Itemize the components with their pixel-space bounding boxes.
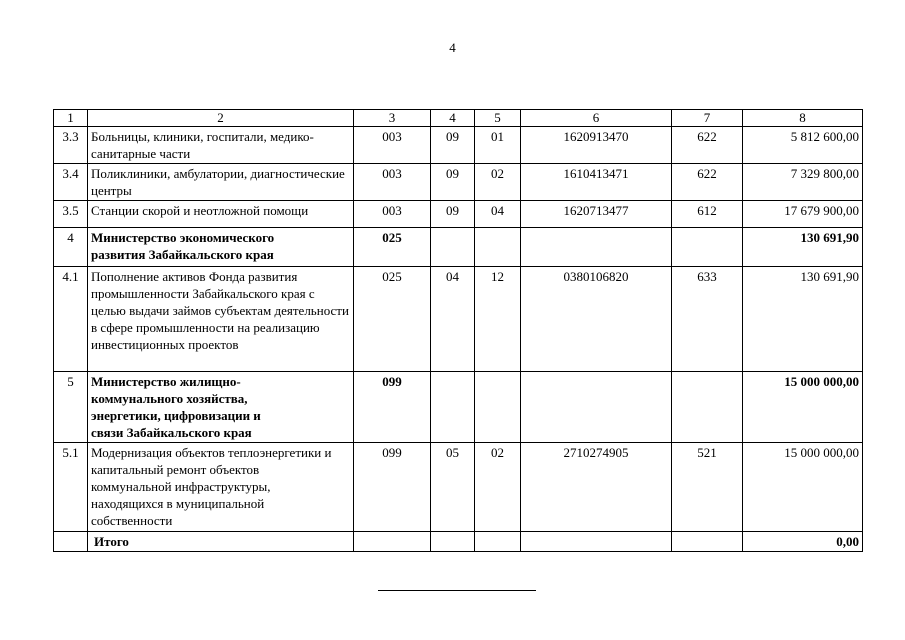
row-col4: 09 xyxy=(431,127,475,164)
row-col5 xyxy=(475,532,521,552)
row-col7: 521 xyxy=(672,443,743,532)
row-col5: 01 xyxy=(475,127,521,164)
row-col5: 12 xyxy=(475,267,521,372)
row-col5: 04 xyxy=(475,201,521,228)
total-label: Итого xyxy=(88,532,354,552)
row-name: Пополнение активов Фонда развития промышленности Забайкальского края с целью выдачи займов субъектам деятельности в сфере промышленности на реализацию инвестиционных проектов xyxy=(88,267,354,372)
row-col4 xyxy=(431,228,475,267)
page-number: 4 xyxy=(449,40,456,55)
row-col7: 612 xyxy=(672,201,743,228)
row-amount: 15 000 000,00 xyxy=(743,372,863,443)
row-col3: 025 xyxy=(354,267,431,372)
header-cell-3: 3 xyxy=(354,110,431,127)
row-amount: 15 000 000,00 xyxy=(743,443,863,532)
row-col4: 04 xyxy=(431,267,475,372)
row-amount: 17 679 900,00 xyxy=(743,201,863,228)
row-col7: 622 xyxy=(672,164,743,201)
row-name: Станции скорой и неотложной помощи xyxy=(88,201,354,228)
budget-table xyxy=(53,109,863,552)
table-row xyxy=(54,443,863,532)
row-amount: 130 691,90 xyxy=(743,228,863,267)
row-col4 xyxy=(431,532,475,552)
row-name: Модернизация объектов теплоэнергетики и капитальный ремонт объектов коммунальной инфраструктуры, находящихся в муниципальной собственности xyxy=(88,443,354,532)
header-cell-4: 4 xyxy=(431,110,475,127)
row-col5 xyxy=(475,372,521,443)
table-row xyxy=(54,201,863,228)
row-number: 5 xyxy=(54,372,88,443)
row-number: 3.4 xyxy=(54,164,88,201)
row-col3 xyxy=(354,532,431,552)
row-col4: 09 xyxy=(431,164,475,201)
row-col3: 003 xyxy=(354,164,431,201)
header-cell-2: 2 xyxy=(88,110,354,127)
row-name: Министерство экономического развития Забайкальского края xyxy=(88,228,354,267)
row-name: Министерство жилищно-коммунального хозяйства, энергетики, цифровизации и связи Забайкальского края xyxy=(88,372,354,443)
row-number: 5.1 xyxy=(54,443,88,532)
header-cell-5: 5 xyxy=(475,110,521,127)
row-col5 xyxy=(475,228,521,267)
row-amount: 5 812 600,00 xyxy=(743,127,863,164)
row-number: 4.1 xyxy=(54,267,88,372)
row-col4 xyxy=(431,372,475,443)
table-row xyxy=(54,267,863,372)
header-cell-1: 1 xyxy=(54,110,88,127)
row-col4: 09 xyxy=(431,201,475,228)
row-col7: 633 xyxy=(672,267,743,372)
footer-separator-line xyxy=(378,590,536,591)
table-row xyxy=(54,127,863,164)
total-amount: 0,00 xyxy=(743,532,863,552)
row-col6: 1620713477 xyxy=(521,201,672,228)
row-col5: 02 xyxy=(475,164,521,201)
row-col3: 025 xyxy=(354,228,431,267)
header-cell-8: 8 xyxy=(743,110,863,127)
row-col6 xyxy=(521,532,672,552)
row-col6 xyxy=(521,228,672,267)
row-col7 xyxy=(672,228,743,267)
row-col6: 1620913470 xyxy=(521,127,672,164)
row-name: Поликлиники, амбулатории, диагностические центры xyxy=(88,164,354,201)
row-col6 xyxy=(521,372,672,443)
row-amount: 7 329 800,00 xyxy=(743,164,863,201)
row-col3: 003 xyxy=(354,201,431,228)
row-col4: 05 xyxy=(431,443,475,532)
table-row xyxy=(54,372,863,443)
table-row xyxy=(54,164,863,201)
header-cell-6: 6 xyxy=(521,110,672,127)
row-col3: 099 xyxy=(354,372,431,443)
row-number: 3.5 xyxy=(54,201,88,228)
row-col6: 1610413471 xyxy=(521,164,672,201)
row-col7 xyxy=(672,372,743,443)
row-col7 xyxy=(672,532,743,552)
table-body xyxy=(54,110,863,552)
row-number: 3.3 xyxy=(54,127,88,164)
table-row xyxy=(54,228,863,267)
row-col6: 0380106820 xyxy=(521,267,672,372)
row-name: Больницы, клиники, госпитали, медико-санитарные части xyxy=(88,127,354,164)
row-col7: 622 xyxy=(672,127,743,164)
header-cell-7: 7 xyxy=(672,110,743,127)
row-number xyxy=(54,532,88,552)
row-number: 4 xyxy=(54,228,88,267)
row-col3: 099 xyxy=(354,443,431,532)
total-row xyxy=(54,532,863,552)
row-col5: 02 xyxy=(475,443,521,532)
row-amount: 130 691,90 xyxy=(743,267,863,372)
row-col6: 2710274905 xyxy=(521,443,672,532)
row-col3: 003 xyxy=(354,127,431,164)
header-row xyxy=(54,110,863,127)
